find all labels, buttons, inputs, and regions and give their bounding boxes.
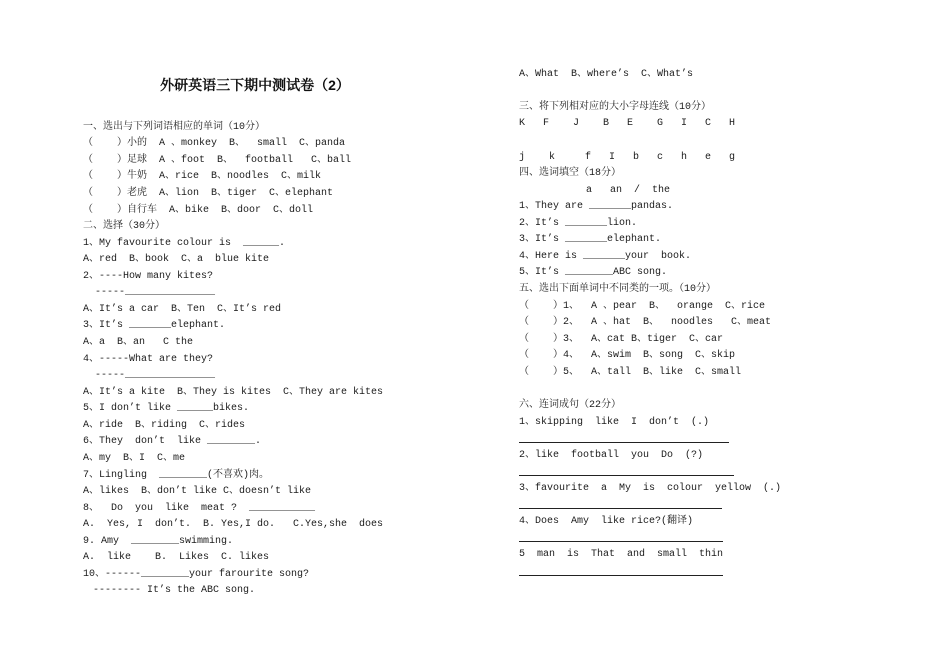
left-column <box>83 120 503 600</box>
section-heading: 三、将下列相对应的大小字母连线（10分） <box>519 101 712 113</box>
question-stem: 9. Amy ________swimming. <box>83 535 234 547</box>
question-stem: 3、It’s _______elephant. <box>83 320 226 332</box>
part-6-sentence-building <box>519 398 939 580</box>
page-title: 外研英语三下期中测试卷（2） <box>160 77 350 93</box>
answer-line <box>519 564 723 581</box>
fill-in-question: 4、Here is _______your book. <box>519 250 692 262</box>
answer-options: A. like B. Likes C. likes <box>83 552 270 564</box>
odd-one-out-item: （ ）4、 A、swim B、song C、skip <box>519 350 736 362</box>
question-stem: 5、I don’t like ______bikes. <box>83 403 250 415</box>
part-5-odd-one-out <box>519 282 939 381</box>
odd-one-out-item: （ ）2、 A 、hat B、 noodles C、meat <box>519 317 772 329</box>
matching-item: （ ）牛奶 A、rice B、noodles C、milk <box>83 171 322 183</box>
fill-in-question: 2、It’s _______lion. <box>519 217 638 229</box>
right-column <box>519 67 939 580</box>
answer-line <box>519 497 722 514</box>
answer-options: A、likes B、don’t like C、doesn’t like <box>83 486 312 498</box>
sentence-item: 2、like football you Do (?) <box>519 449 704 461</box>
answer-line <box>519 530 723 547</box>
odd-one-out-item: （ ）1、 A 、pear B、 orange C、rice <box>519 300 766 312</box>
dialogue-reply: -----_______________ <box>95 287 216 299</box>
sentence-item: 3、favourite a My is colour yellow (.) <box>519 482 782 494</box>
question-stem: 1、My favourite colour is ______. <box>83 237 286 249</box>
matching-item: （ ）小的 A 、monkey B、 small C、panda <box>83 138 346 150</box>
question-stem: 10、------________your farourite song? <box>83 568 310 580</box>
odd-one-out-item: （ ）5、 A、tall B、like C、small <box>519 366 742 378</box>
sentence-item: 4、Does Amy like rice?(翻译) <box>519 515 694 527</box>
section-heading: 六、连词成句（22分） <box>519 399 622 411</box>
fill-in-question: 1、They are _______pandas. <box>519 201 674 213</box>
section-heading: 四、选词填空（18分） <box>519 168 622 180</box>
sentence-item: 5 man is That and small thin <box>519 549 724 560</box>
section-heading: 五、选出下面单词中不同类的一项。（10分） <box>519 284 717 295</box>
answer-options: A、It’s a car B、Ten C、It’s red <box>83 303 282 315</box>
letter-row-uppercase: K F J B E G I C H <box>519 118 736 130</box>
answer-options: A、my B、I C、me <box>83 452 186 464</box>
dialogue-reply: -------- It’s the ABC song. <box>93 585 256 597</box>
answer-options: A、ride B、riding C、rides <box>83 419 246 431</box>
answer-options: A、a B、an C the <box>83 337 194 348</box>
section-heading: 二、选择（30分） <box>83 221 166 233</box>
question-stem: 7、Lingling ________(不喜欢)肉。 <box>83 469 270 481</box>
question-stem: 8、 Do you like meat ? ___________ <box>83 502 316 514</box>
word-bank: a an / the <box>586 184 671 196</box>
matching-item: （ ）足球 A 、foot B、 football C、ball <box>83 154 352 166</box>
answer-line <box>519 431 729 448</box>
part-4-fill-in <box>519 166 939 282</box>
letter-row-lowercase: j k f I b c h e g <box>519 151 736 163</box>
dialogue-reply: -----_______________ <box>95 370 216 382</box>
answer-line <box>519 464 734 481</box>
answer-options: A. Yes, I don’t. B. Yes,I do. C.Yes,she does <box>83 519 384 531</box>
part-2-multiple-choice <box>83 219 503 600</box>
fill-in-question: 3、It’s _______elephant. <box>519 234 662 246</box>
answer-options: A、It’s a kite B、They is kites C、They are kites <box>83 386 384 398</box>
odd-one-out-item: （ ）3、 A、cat B、tiger C、car <box>519 333 724 345</box>
section-heading: 一、选出与下列词语相应的单词（10分） <box>83 121 266 133</box>
fill-in-question: 5、It’s ________ABC song. <box>519 267 668 279</box>
matching-item: （ ）老虎 A、lion B、tiger C、elephant <box>83 187 334 199</box>
answer-options: A、What B、where’s C、What’s <box>519 68 694 80</box>
part-1-word-matching <box>83 120 503 219</box>
part-3-letter-matching <box>519 100 939 166</box>
question-stem: 6、They don’t like ________. <box>83 436 262 448</box>
question-stem: 2、----How many kites? <box>83 270 214 282</box>
sentence-item: 1、skipping like I don’t (.) <box>519 416 710 428</box>
question-stem: 4、-----What are they? <box>83 353 214 365</box>
answer-options: A、red B、book C、a blue kite <box>83 254 270 266</box>
matching-item: （ ）自行车 A、bike B、door C、doll <box>83 204 314 216</box>
